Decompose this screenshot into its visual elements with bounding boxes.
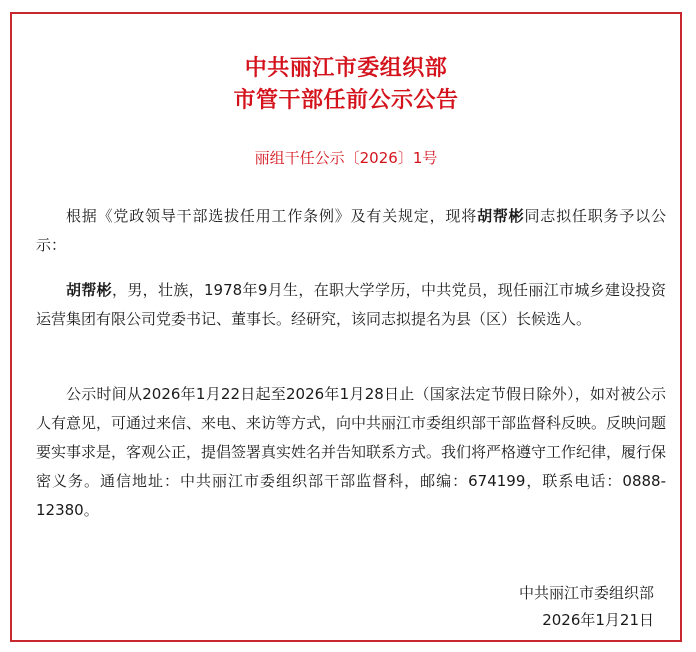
candidate-name-bold: 胡帮彬 <box>66 281 112 299</box>
notice-frame <box>10 12 682 642</box>
intro-text-before: 根据《党政领导干部选拔任用工作条例》及有关规定，现将 <box>66 207 478 225</box>
paragraph-publicity-period <box>36 380 666 525</box>
publicity-text: 公示时间从2026年1月22日起至2026年1月28日止（国家法定节假日除外），如对被公示人有意见，可通过来信、来电、来访等方式，向中共丽江市委组织部干部监督科反映。反映问题要实事求是，客观公正，提倡签署真实姓名并告知联系方式。我们将严格遵守工作纪律，履行保密义务。通信地址：中共丽江市委组织部干部监督科，邮编：674199，联系电话：0888-12380。 <box>36 385 667 519</box>
paragraph-candidate-info <box>36 276 666 334</box>
signature-date: 2026年1月21日 <box>542 611 654 629</box>
intro-text-after: 同志拟任职务予以公示： <box>36 207 666 254</box>
candidate-name: 胡帮彬 <box>477 207 525 225</box>
title-issuer: 中共丽江市委组织部 <box>244 56 448 81</box>
paragraph-intro <box>36 202 666 260</box>
candidate-details: ，男，壮族，1978年9月生，在职大学学历，中共党员，现任丽江市城乡建设投资运营集团有限公司党委书记、董事长。经研究，该同志拟提名为县（区）长候选人。 <box>36 281 666 328</box>
signature-org: 中共丽江市委组织部 <box>518 584 654 602</box>
document-number: 丽组干任公示〔2026〕1号 <box>254 149 438 167</box>
title-notice: 市管干部任前公示公告 <box>233 88 459 113</box>
